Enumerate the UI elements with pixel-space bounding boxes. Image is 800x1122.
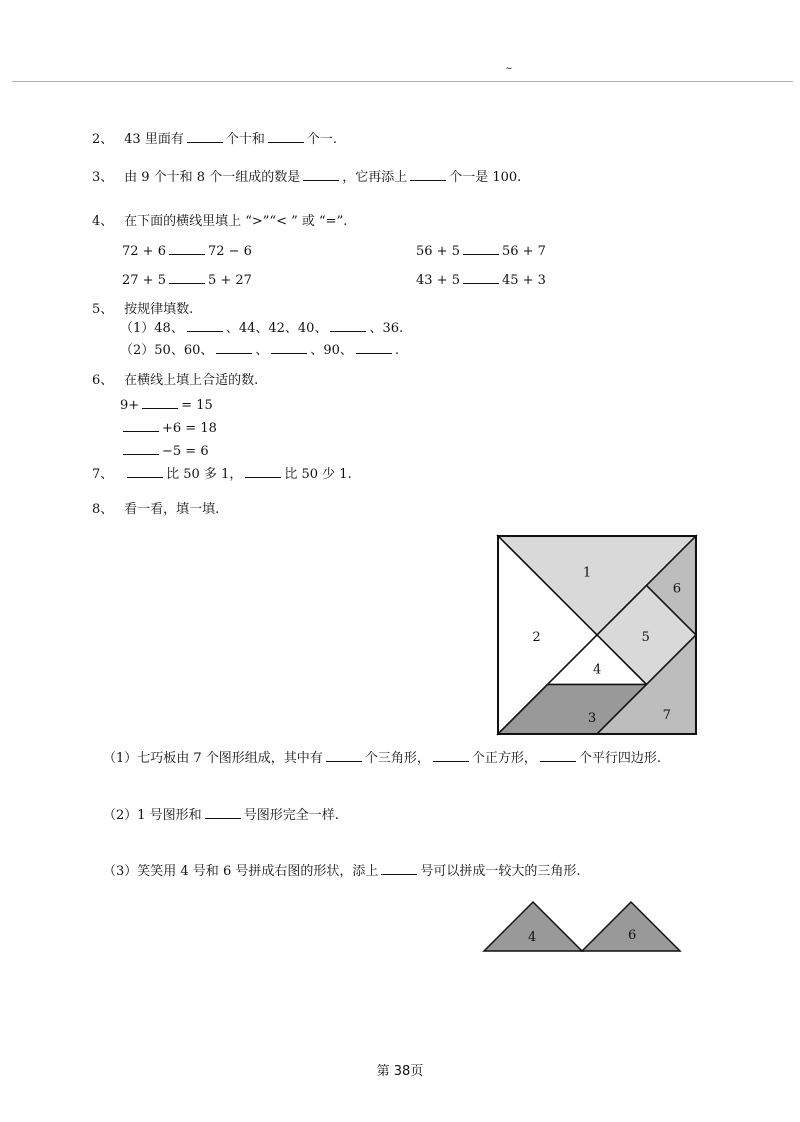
question-6-prompt bbox=[92, 373, 258, 389]
answer-blank[interactable] bbox=[271, 342, 307, 354]
compare-left: 27 + 5 bbox=[122, 273, 166, 288]
answer-blank[interactable] bbox=[123, 420, 159, 432]
piece-label-3: 3 bbox=[587, 710, 597, 726]
sequence-text: 、44、42、40、 bbox=[225, 321, 328, 336]
answer-blank[interactable] bbox=[123, 443, 159, 455]
sub-text: 个三角形， bbox=[364, 751, 430, 766]
question-number: 5、 bbox=[92, 302, 114, 317]
answer-blank[interactable] bbox=[187, 320, 223, 332]
q4-prompt: 在下面的横线里填上 “>”“< ” 或 “=”. bbox=[124, 214, 348, 229]
q3-text-a: 由 9 个十和 8 个一组成的数是 bbox=[124, 170, 301, 185]
sequence-text: . bbox=[394, 343, 400, 358]
sequence-text: 、 bbox=[255, 343, 269, 358]
question-5-prompt bbox=[92, 302, 193, 318]
answer-blank[interactable] bbox=[410, 169, 446, 181]
tangram-figure bbox=[496, 534, 698, 736]
q8-sub-3 bbox=[103, 863, 580, 880]
sub-text: 号可以拼成一较大的三角形. bbox=[420, 864, 581, 879]
question-7 bbox=[92, 466, 352, 483]
q3-text-b: ，它再添上 bbox=[342, 170, 408, 185]
answer-blank[interactable] bbox=[303, 169, 339, 181]
equation-text: 9+ bbox=[120, 398, 140, 413]
question-4-prompt bbox=[92, 214, 347, 230]
question-number: 3、 bbox=[92, 170, 114, 185]
piece-label-6: 6 bbox=[672, 581, 682, 597]
piece-label-5: 5 bbox=[641, 630, 650, 646]
answer-blank[interactable] bbox=[187, 131, 223, 143]
page-number: 第 38页 bbox=[376, 1064, 424, 1079]
answer-blank[interactable] bbox=[326, 750, 362, 762]
q7-text-b: 比 50 少 1. bbox=[284, 467, 352, 482]
compare-left: 43 + 5 bbox=[416, 273, 460, 288]
header-mark: ~ bbox=[505, 64, 513, 74]
answer-blank[interactable] bbox=[433, 750, 469, 762]
answer-blank[interactable] bbox=[142, 397, 178, 409]
compare-row bbox=[122, 272, 252, 289]
small-triangle-6 bbox=[582, 902, 680, 951]
compare-right: 5 + 27 bbox=[207, 273, 252, 288]
equation-line bbox=[120, 443, 209, 460]
sub-text: 个平行四边形. bbox=[578, 751, 661, 766]
answer-blank[interactable] bbox=[268, 131, 304, 143]
piece-label-1: 1 bbox=[582, 565, 592, 581]
question-number: 2、 bbox=[92, 132, 114, 147]
compare-right: 72 − 6 bbox=[207, 244, 252, 259]
sequence-line-2 bbox=[120, 342, 399, 359]
compare-left: 72 + 6 bbox=[122, 244, 166, 259]
compare-row bbox=[122, 243, 252, 260]
answer-blank[interactable] bbox=[540, 750, 576, 762]
question-3 bbox=[92, 169, 521, 186]
sequence-line-1 bbox=[120, 320, 403, 337]
question-number: 7、 bbox=[92, 467, 114, 482]
sequence-text: （2）50、60、 bbox=[120, 343, 214, 358]
sub-text: 号图形完全一样. bbox=[243, 808, 339, 823]
question-number: 8、 bbox=[92, 502, 114, 517]
small-triangles-figure bbox=[482, 900, 682, 954]
answer-blank[interactable] bbox=[381, 863, 417, 875]
equation-text: = 15 bbox=[181, 398, 213, 413]
answer-blank[interactable] bbox=[216, 342, 252, 354]
compare-left: 56 + 5 bbox=[416, 244, 460, 259]
answer-blank[interactable] bbox=[330, 320, 366, 332]
compare-right: 45 + 3 bbox=[501, 273, 546, 288]
sub-text: （1）七巧板由 7 个图形组成，其中有 bbox=[103, 751, 323, 766]
question-number: 4、 bbox=[92, 214, 114, 229]
answer-blank[interactable] bbox=[245, 466, 281, 478]
sequence-text: 、90、 bbox=[310, 343, 353, 358]
question-2 bbox=[92, 131, 337, 148]
sub-text: （2）1 号图形和 bbox=[103, 808, 202, 823]
answer-blank[interactable] bbox=[463, 243, 499, 255]
q6-prompt: 在横线上填上合适的数. bbox=[124, 373, 259, 388]
q8-sub-2 bbox=[103, 807, 339, 824]
q7-text-a: 比 50 多 1， bbox=[166, 467, 243, 482]
compare-row bbox=[416, 243, 546, 260]
sub-text: （3）笑笑用 4 号和 6 号拼成右图的形状，添上 bbox=[103, 864, 379, 879]
equation-line bbox=[120, 397, 213, 414]
sub-text: 个正方形， bbox=[471, 751, 537, 766]
q8-prompt: 看一看，填一填. bbox=[124, 502, 220, 517]
answer-blank[interactable] bbox=[463, 272, 499, 284]
small-label-6: 6 bbox=[628, 928, 637, 943]
q2-text-c: 个一. bbox=[306, 132, 337, 147]
equation-text: +6 = 18 bbox=[162, 421, 217, 436]
piece-label-4: 4 bbox=[592, 662, 602, 678]
q8-sub-1 bbox=[103, 750, 661, 767]
answer-blank[interactable] bbox=[169, 272, 205, 284]
sequence-text: （1）48、 bbox=[120, 321, 184, 336]
question-number: 6、 bbox=[92, 373, 114, 388]
sequence-text: 、36. bbox=[369, 321, 404, 336]
q5-prompt: 按规律填数. bbox=[124, 302, 194, 317]
small-label-4: 4 bbox=[528, 930, 537, 945]
equation-text: −5 = 6 bbox=[162, 444, 209, 459]
answer-blank[interactable] bbox=[127, 466, 163, 478]
q3-text-c: 个一是 100. bbox=[449, 170, 522, 185]
compare-row bbox=[416, 272, 546, 289]
answer-blank[interactable] bbox=[356, 342, 392, 354]
compare-right: 56 + 7 bbox=[501, 244, 546, 259]
q2-text-a: 43 里面有 bbox=[124, 132, 184, 147]
question-8-prompt bbox=[92, 502, 219, 518]
equation-line bbox=[120, 420, 217, 437]
q2-text-b: 个十和 bbox=[225, 132, 265, 147]
piece-label-7: 7 bbox=[662, 707, 672, 723]
answer-blank[interactable] bbox=[169, 243, 205, 255]
header-rule bbox=[12, 81, 793, 82]
piece-label-2: 2 bbox=[532, 630, 541, 646]
answer-blank[interactable] bbox=[205, 807, 241, 819]
